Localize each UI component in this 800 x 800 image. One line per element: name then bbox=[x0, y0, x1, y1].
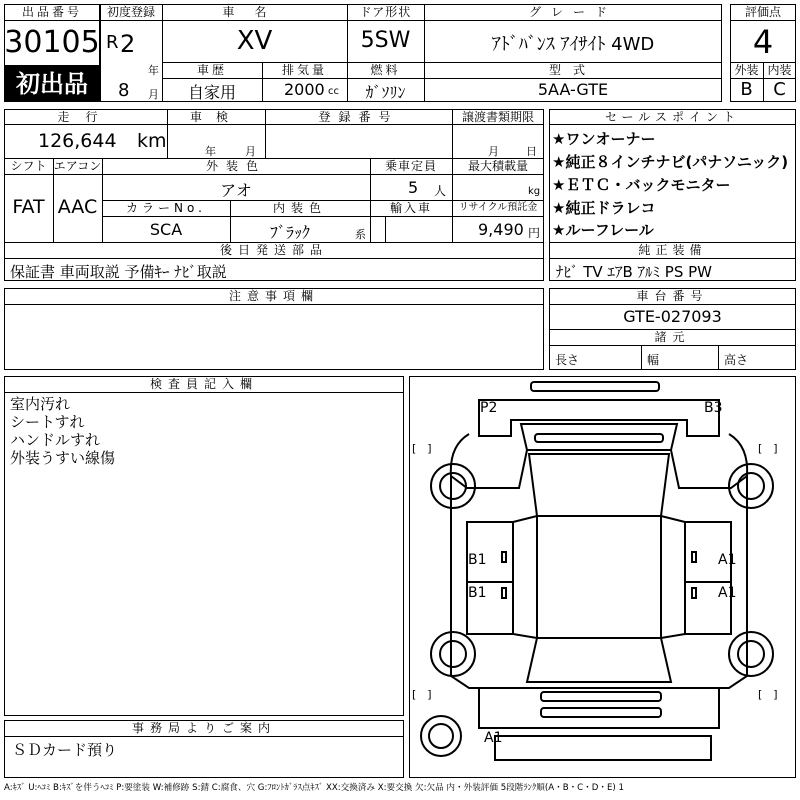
equipment: ﾅﾋﾞ TV ｴｱB ｱﾙﾐ PS PW bbox=[556, 263, 712, 281]
transfer-day-unit: 日 bbox=[526, 145, 537, 158]
damage-b1-front: B1 bbox=[468, 552, 487, 568]
chassis-number: GTE-027093 bbox=[623, 307, 722, 326]
office-text: ＳＤカード預り bbox=[12, 741, 118, 759]
exterior-label: 外装 bbox=[734, 63, 759, 77]
width-label: 幅 bbox=[647, 353, 660, 367]
plate-label: 登録番号 bbox=[318, 110, 399, 124]
shift-label: シフト bbox=[10, 159, 47, 173]
displacement: 2000 bbox=[284, 80, 325, 99]
seats-label: 乗車定員 bbox=[384, 159, 437, 173]
color-no-label: カラーNo. bbox=[126, 201, 206, 215]
reg-year: 2 bbox=[120, 30, 136, 58]
damage-a1-front: A1 bbox=[718, 552, 737, 568]
length-label: 長さ bbox=[555, 353, 580, 367]
color-label: 外装色 bbox=[205, 159, 266, 173]
ac-label: エアコン bbox=[53, 159, 102, 173]
door-label: ドア形状 bbox=[359, 5, 412, 19]
door-type: 5SW bbox=[360, 28, 411, 53]
load-label: 最大積載量 bbox=[467, 159, 528, 173]
inspection-month-unit: 月 bbox=[245, 145, 256, 158]
sales-point: ★純正８インチナビ(パナソニック) bbox=[552, 153, 789, 171]
bracket-mark: [ ] bbox=[758, 442, 778, 455]
first-reg-label: 初度登録 bbox=[106, 5, 155, 19]
model-label: 型式 bbox=[548, 63, 597, 77]
damage-a1-rear: A1 bbox=[718, 585, 737, 601]
bracket-mark: [ ] bbox=[758, 688, 778, 701]
bracket-mark: [ ] bbox=[412, 688, 432, 701]
seats: 5 bbox=[408, 178, 419, 197]
exterior-score: B bbox=[740, 79, 753, 100]
office-label: 事務局よりご案内 bbox=[131, 721, 276, 735]
damage-b3: B3 bbox=[704, 400, 723, 416]
int-color-suffix: 系 bbox=[355, 228, 366, 241]
car-diagram bbox=[409, 376, 796, 778]
score-label: 評価点 bbox=[744, 5, 781, 19]
sales-point: ★ワンオーナー bbox=[552, 130, 656, 148]
history-label: 車歴 bbox=[196, 63, 227, 77]
int-color-label: 内装色 bbox=[272, 201, 327, 215]
score: 4 bbox=[752, 23, 774, 61]
car-name: XV bbox=[236, 26, 273, 56]
inspector-note: シートすれ bbox=[10, 413, 85, 431]
shift: FAT bbox=[12, 196, 45, 218]
transfer-label: 譲渡書類期限 bbox=[461, 110, 534, 124]
lot-number: 30105 bbox=[4, 25, 100, 60]
yen-unit: 円 bbox=[528, 226, 541, 240]
recycle-label: リサイクル預託金 bbox=[458, 202, 538, 213]
year-unit: 年 bbox=[148, 64, 159, 77]
month-unit: 月 bbox=[148, 88, 159, 101]
seats-unit: 人 bbox=[434, 184, 447, 198]
inspection-year-unit: 年 bbox=[205, 145, 216, 158]
sales-points-label: セールスポイント bbox=[605, 110, 740, 124]
bracket-mark: [ ] bbox=[412, 442, 432, 455]
recycle-amount: 9,490 bbox=[478, 220, 524, 239]
model: 5AA-GTE bbox=[537, 80, 609, 99]
first-listing-badge: 初出品 bbox=[4, 66, 100, 102]
fuel-label: 燃料 bbox=[370, 63, 401, 77]
spec-label: 諸元 bbox=[654, 330, 691, 344]
mileage: 126,644 bbox=[38, 130, 117, 152]
transfer-month-unit: 月 bbox=[488, 145, 499, 158]
int-color: ﾌﾞﾗｯｸ bbox=[269, 223, 310, 242]
import-label: 輸入車 bbox=[389, 201, 432, 215]
grade: ｱﾄﾞﾊﾞﾝｽ ｱｲｻｲﾄ 4WD bbox=[491, 34, 655, 55]
inspector-note: ハンドルすれ bbox=[10, 431, 101, 449]
inspector-note: 室内汚れ bbox=[10, 395, 71, 413]
later-parts-label: 後日発送部品 bbox=[219, 243, 328, 257]
cc-unit: cc bbox=[328, 86, 339, 97]
mileage-label: 走行 bbox=[57, 110, 114, 124]
history: 自家用 bbox=[187, 83, 236, 102]
kg-unit: kg bbox=[528, 186, 541, 197]
fuel: ｶﾞｿﾘﾝ bbox=[365, 83, 406, 102]
color-no: SCA bbox=[149, 220, 183, 239]
inspector-note: 外装うすい線傷 bbox=[10, 449, 116, 467]
sales-point: ★ＥＴＣ・バックモニター bbox=[552, 176, 731, 194]
legend: A:ｷｽﾞ U:ﾍｺﾐ B:ｷｽﾞを伴うﾍｺﾐ P:要塗装 W:補修跡 S:錆 C:腐食、穴 G:ﾌﾛﾝﾄｶﾞﾗｽ点ｷｽﾞ XX:交換済み X:要交換 欠:欠品 内・外装評価 5段階ﾗﾝｸ順(A・B・C・D・E) 1 bbox=[4, 783, 624, 793]
later-parts: 保証書 車両取説 予備ｷｰ ﾅﾋﾞ取説 bbox=[10, 263, 227, 281]
damage-a1-bottom: A1 bbox=[484, 730, 503, 746]
lot-number-label: 出品番号 bbox=[21, 5, 82, 19]
height-label: 高さ bbox=[724, 353, 749, 367]
displacement-label: 排気量 bbox=[281, 63, 327, 77]
damage-b1-rear: B1 bbox=[468, 585, 487, 601]
color: アオ bbox=[220, 181, 252, 200]
sales-point: ★ルーフレール bbox=[552, 221, 654, 239]
interior-label: 内装 bbox=[767, 63, 792, 77]
km-unit: km bbox=[137, 130, 167, 152]
notes-label: 注意事項欄 bbox=[228, 289, 319, 303]
car-name-label: 車名 bbox=[222, 5, 287, 19]
ac: AAC bbox=[57, 196, 98, 218]
inspection-label: 車検 bbox=[189, 110, 242, 124]
interior-score: C bbox=[773, 79, 786, 100]
damage-p2: P2 bbox=[480, 400, 498, 416]
era: R bbox=[106, 32, 119, 53]
chassis-label: 車台番号 bbox=[636, 289, 709, 303]
inspector-label: 検査員記入欄 bbox=[149, 377, 258, 391]
grade-label: グレード bbox=[528, 5, 617, 19]
sales-point: ★純正ドラレコ bbox=[552, 199, 656, 217]
reg-month: 8 bbox=[118, 80, 130, 101]
equipment-label: 純正装備 bbox=[638, 243, 707, 257]
